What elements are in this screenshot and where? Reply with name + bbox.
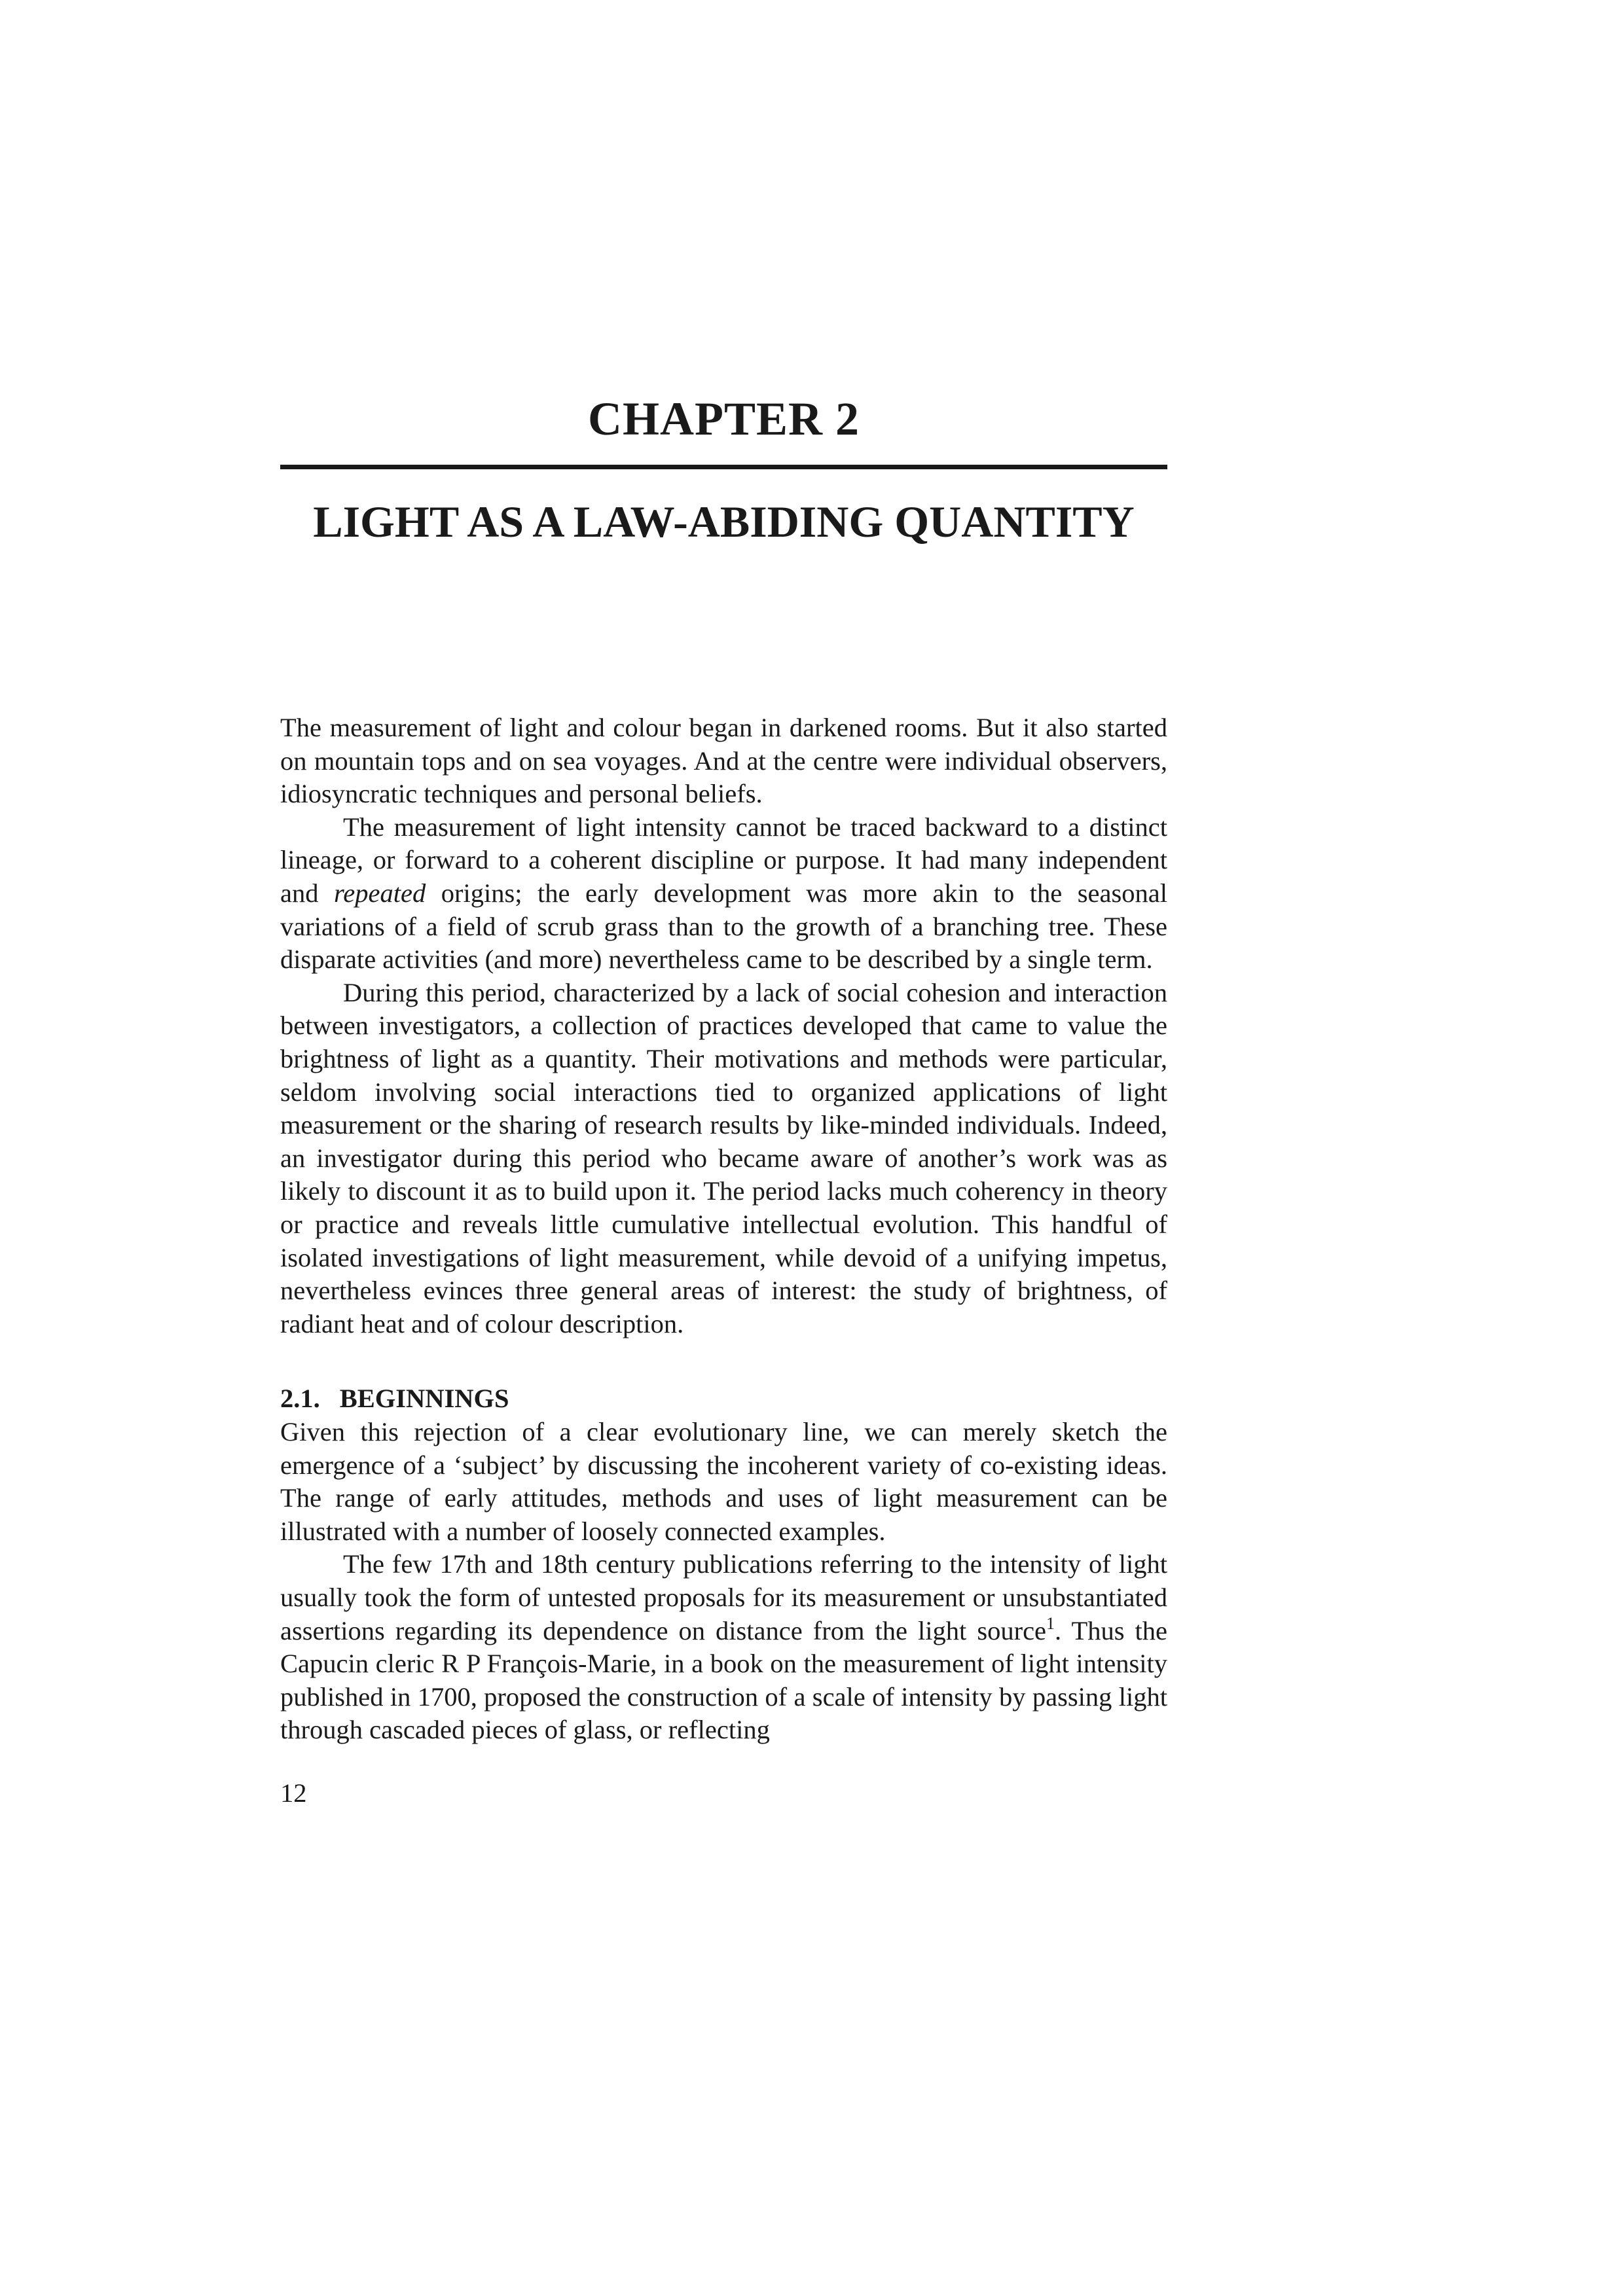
- section-title: BEGINNINGS: [339, 1384, 509, 1413]
- chapter-label: CHAPTER 2: [587, 393, 860, 445]
- book-page: [280, 0, 1167, 2296]
- section-paragraph-2: [280, 1548, 1167, 1747]
- section-paragraph-1: Given this rejection of a clear evolutionary line, we can merely sketch the emergence of a ‘subject’ by discussing the incoherent variety of co-existing ideas. The range of early attitudes, methods and uses of light measurement can be illustrated with a number of loosely connected examples.: [280, 1417, 1167, 1546]
- section-paragraph-2-start: The few 17th and 18th century publications referring to the intensity of light usually took the form of untested proposals for its measurement or unsubstantiated assertions regarding its dependence on distance from the light source: [280, 1549, 1167, 1645]
- page-number: 12: [280, 1778, 307, 1808]
- intro-paragraph-1: The measurement of light and colour began in darkened rooms. But it also started on mountain tops and on sea voyages. And at the centre were individual observers, idiosyncratic techniques and personal beliefs.: [280, 713, 1167, 809]
- emphasis-repeated: repeated: [334, 878, 426, 908]
- section-number: 2.1.: [280, 1384, 320, 1413]
- chapter-title: LIGHT AS A LAW-ABIDING QUANTITY: [313, 497, 1135, 547]
- intro-paragraph-2-start: The measurement of light intensity cannot be traced backward to a distinct lineage, or forward to a coherent discipline or purpose. It had many independent and: [280, 812, 1167, 908]
- intro-paragraph-2-end: origins; the early development was more akin to the seasonal variations of a field of scrub grass than to the growth of a branching tree. These disparate activities (and more) nevertheless came to be described by a single term.: [280, 878, 1167, 975]
- section-heading: [280, 1382, 509, 1415]
- intro-paragraph-2: [280, 811, 1167, 977]
- intro-paragraph-3: During this period, characterized by a lack of social cohesion and interaction between investigators, a collection of practices developed that came to value the brightness of light as a quantity. Their motivations and methods were particular, seldom involving social interactions tied to organized applications of light measurement or the sharing of research results by like-minded individuals. Indeed, an investigator during this period who became aware of another’s work was as likely to discount it as to build upon it. The period lacks much coherency in theory or practice and reveals little cumulative intellectual evolution. This handful of isolated investigations of light measurement, while devoid of a unifying impetus, nevertheless evinces three general areas of interest: the study of brightness, of radiant heat and of colour description.: [280, 977, 1167, 1338]
- intro-text: [280, 711, 1167, 1340]
- chapter-rule: [280, 465, 1167, 469]
- section-text: [280, 1416, 1167, 1747]
- footnote-marker: 1: [1046, 1613, 1055, 1633]
- section-paragraph-2-end: . Thus the Capucin cleric R P François-Marie, in a book on the measurement of light intensity published in 1700, proposed the construction of a scale of intensity by passing light through cascaded pieces of glass, or reflecting: [280, 1615, 1168, 1745]
